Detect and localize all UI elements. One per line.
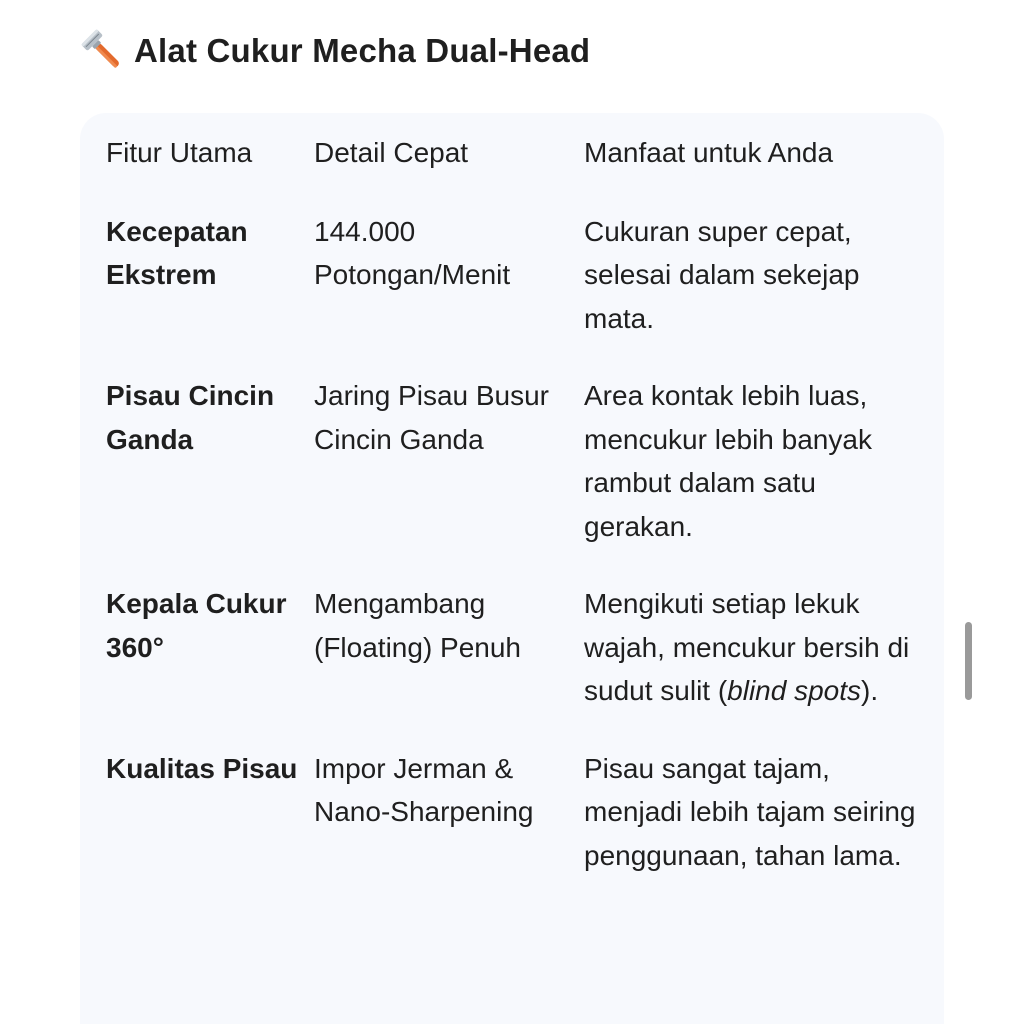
detail-cell: Impor Jerman & Nano-Sharpening xyxy=(314,752,534,827)
table-row xyxy=(106,374,916,582)
table-row xyxy=(106,747,916,912)
benefit-italic-text: blind spots xyxy=(727,675,862,706)
feature-cell: Kualitas Pisau xyxy=(106,752,298,784)
benefit-cell xyxy=(584,582,916,747)
razor-icon xyxy=(80,28,126,74)
column-header-feature: Fitur Utama xyxy=(106,137,253,168)
page-title: Alat Cukur Mecha Dual-Head xyxy=(134,32,591,69)
feature-cell: Pisau Cincin Ganda xyxy=(106,380,275,455)
feature-table-card xyxy=(80,113,944,1024)
benefit-cell: Area kontak lebih luas, mencukur lebih banyak rambut dalam satu gerakan. xyxy=(584,380,872,542)
benefit-text-suffix: ). xyxy=(861,675,879,706)
table-row xyxy=(106,210,916,375)
section-heading xyxy=(80,28,590,74)
benefit-cell: Pisau sangat tajam, menjadi lebih tajam seiring penggunaan, tahan lama. xyxy=(584,752,916,871)
table-row xyxy=(106,582,916,747)
detail-cell: Jaring Pisau Busur Cincin Ganda xyxy=(314,380,550,455)
detail-cell: Mengambang (Floating) Penuh xyxy=(314,588,522,663)
table-header-row xyxy=(106,131,916,210)
benefit-text: Mengikuti setiap lekuk wajah, mencukur bersih di sudut sulit ( xyxy=(584,588,910,706)
column-header-detail: Detail Cepat xyxy=(314,137,469,168)
feature-cell: Kecepatan Ekstrem xyxy=(106,215,248,290)
feature-table xyxy=(106,131,916,911)
benefit-cell: Cukuran super cepat, selesai dalam sekejap mata. xyxy=(584,215,860,334)
scrollbar-thumb[interactable] xyxy=(965,622,972,700)
feature-cell: Kepala Cukur 360° xyxy=(106,588,287,663)
column-header-benefit: Manfaat untuk Anda xyxy=(584,137,834,168)
detail-cell: 144.000 Potongan/Menit xyxy=(314,215,511,290)
